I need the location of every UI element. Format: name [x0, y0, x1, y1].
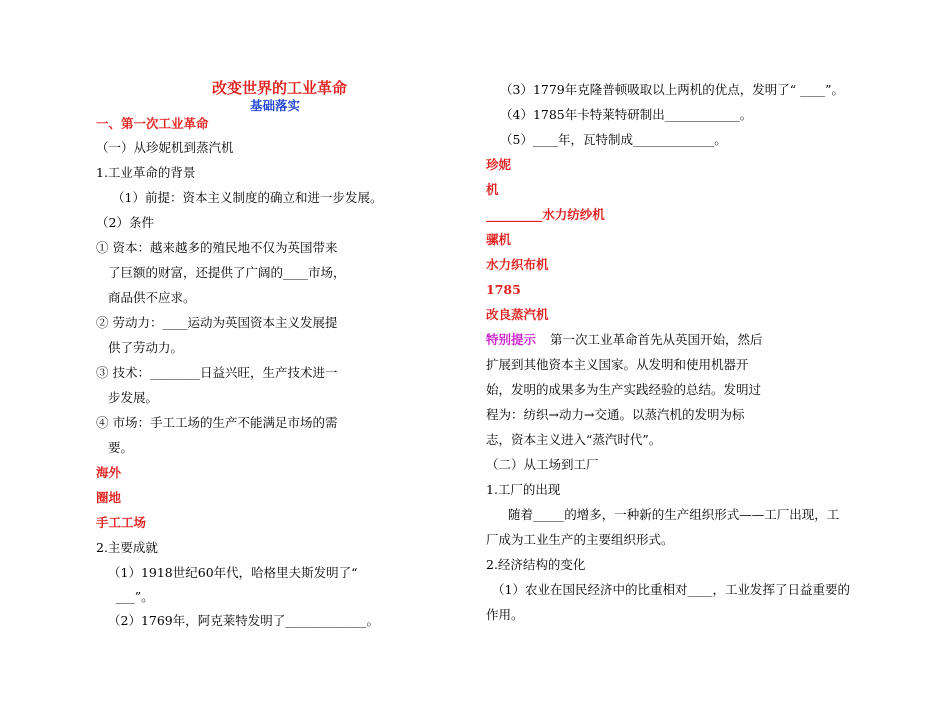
text-line: （5）____年，瓦特制成_____________。 — [500, 132, 727, 147]
text-line: 商品供不应求。 — [108, 290, 196, 305]
answer-text: 1785 — [486, 282, 521, 297]
text-line: 供了劳动力。 — [108, 340, 184, 355]
text-line: ___”。 — [116, 589, 154, 604]
answer-text: 手工工场 — [96, 515, 147, 530]
text-line: 要。 — [108, 440, 134, 455]
answer-text: 机 — [486, 182, 499, 197]
text-line: （1）前提：资本主义制度的确立和进一步发展。 — [112, 190, 383, 205]
text-line: （4）1785年卡特莱特研制出____________。 — [500, 107, 753, 122]
text-line: 扩展到其他资本主义国家。从发明和使用机器开 — [486, 357, 749, 372]
point-heading: 1.工业革命的背景 — [96, 165, 196, 180]
answer-text: 改良蒸汽机 — [486, 307, 549, 322]
point-heading: 2.主要成就 — [96, 540, 158, 555]
text-line: ② 劳动力：____运动为英国资本主义发展提 — [96, 315, 338, 330]
special-note-label: 特别提示 — [486, 332, 537, 347]
text-line: 了巨额的财富，还提供了广阔的____市场， — [108, 265, 346, 280]
text-line: （3）1779年克隆普顿吸取以上两机的优点，发明了“ ____”。 — [500, 82, 845, 97]
point-heading: 1.工厂的出现 — [486, 482, 561, 497]
text-line: （2）条件 — [96, 215, 154, 230]
answer-text: 圈地 — [96, 490, 122, 505]
text-line: （1）1918世纪60年代，哈格里夫斯发明了“ — [108, 565, 358, 580]
text-line: 志，资本主义进入“蒸汽时代”。 — [486, 432, 662, 447]
subsection-heading: （二）从工场到工厂 — [486, 457, 599, 472]
point-heading: 2.经济结构的变化 — [486, 557, 586, 572]
text-line: 随着_____的增多，一种新的生产组织形式——工厂出现，工 — [508, 507, 840, 522]
text-line: （2）1769年，阿克莱特发明了_____________。 — [108, 613, 380, 628]
text-line: 始，发明的成果多为生产实践经验的总结。发明过 — [486, 382, 762, 397]
text-line: ④ 市场：手工工场的生产不能满足市场的需 — [96, 415, 338, 430]
text-line: ③ 技术：________日益兴旺，生产技术进一 — [96, 365, 338, 380]
page-subtitle: 基础落实 — [250, 98, 301, 113]
answer-text: _________水力纺纱机 — [486, 207, 605, 222]
page-title: 改变世界的工业革命 — [212, 79, 348, 97]
answer-text: 骡机 — [486, 232, 512, 247]
answer-text: 珍妮 — [486, 157, 512, 172]
text-line: 作用。 — [486, 607, 524, 622]
section-heading-first-revolution: 一、第一次工业革命 — [96, 116, 209, 131]
text-line: 程为：纺织→动力→交通。以蒸汽机的发明为标 — [486, 407, 745, 422]
text-line: 厂成为工业生产的主要组织形式。 — [486, 532, 674, 547]
answer-text: 水力织布机 — [486, 257, 549, 272]
text-line: 步发展。 — [108, 390, 159, 405]
subsection-heading: （一）从珍妮机到蒸汽机 — [96, 140, 234, 155]
text-line: （1）农业在国民经济中的比重相对____，工业发挥了日益重要的 — [492, 582, 850, 597]
text-line: ① 资本：越来越多的殖民地不仅为英国带来 — [96, 240, 338, 255]
answer-text: 海外 — [96, 465, 122, 480]
text-line: 第一次工业革命首先从英国开始，然后 — [550, 332, 763, 347]
